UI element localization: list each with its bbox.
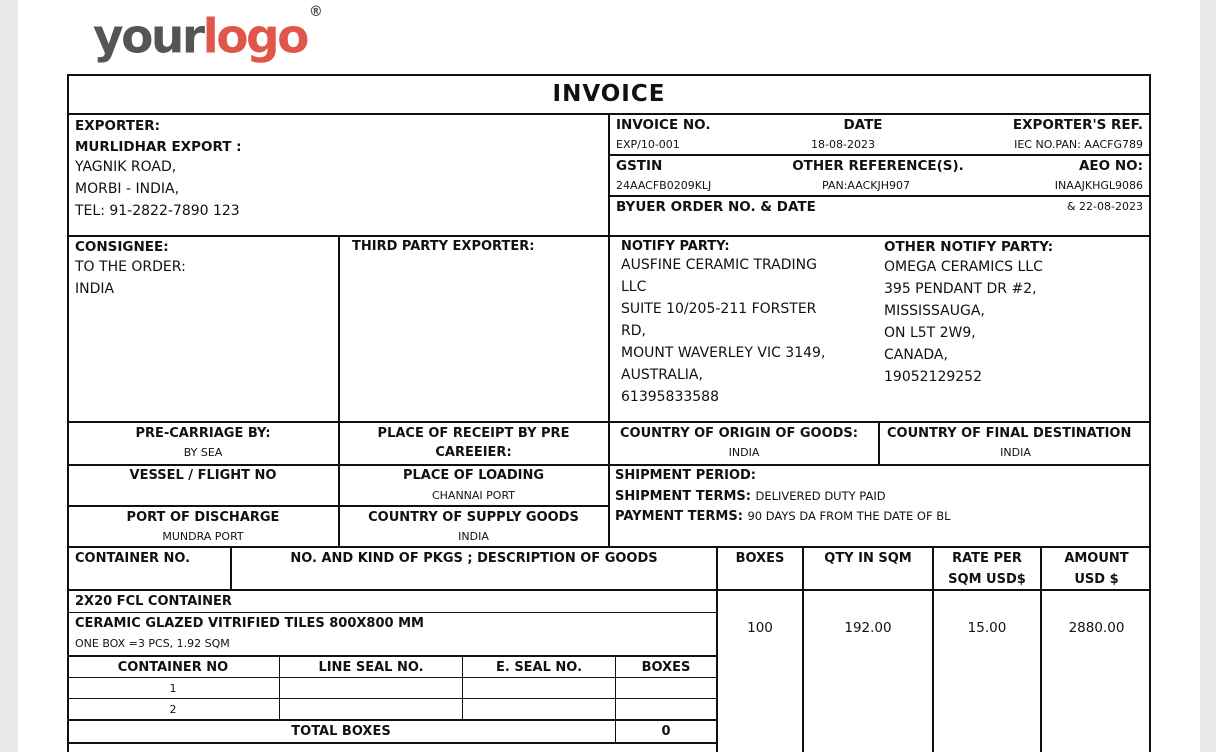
buyer-order-label: BYUER ORDER NO. & DATE <box>616 199 816 215</box>
payment-terms <box>615 510 951 523</box>
consignee-line-1: TO THE ORDER: <box>75 259 186 275</box>
notify-party-line: LLC <box>621 279 647 295</box>
qty-header: QTY IN SQM <box>824 551 912 566</box>
other-notify-party-line: ON L5T 2W9, <box>884 325 976 341</box>
gstin-label: GSTIN <box>616 158 663 174</box>
other-notify-party-line: CANADA, <box>884 347 948 363</box>
country-of-supply-value: INDIA <box>458 530 489 543</box>
country-of-destination-value: INDIA <box>1000 446 1031 459</box>
notify-party-line: 61395833588 <box>621 389 719 405</box>
port-of-discharge-value: MUNDRA PORT <box>162 530 244 543</box>
rate-header-line-1: RATE PER <box>952 551 1022 566</box>
other-notify-party-line: 19052129252 <box>884 369 982 385</box>
rule <box>716 546 718 752</box>
packing-details: ONE BOX =3 PCS, 1.92 SQM <box>75 637 230 650</box>
notify-party-line: RD, <box>621 323 646 339</box>
port-of-discharge-label: PORT OF DISCHARGE <box>126 510 280 525</box>
place-of-loading-label: PLACE OF LOADING <box>402 468 545 483</box>
payment-terms-label: PAYMENT TERMS: <box>615 509 743 524</box>
country-of-supply-label: COUNTRY OF SUPPLY GOODS <box>368 510 579 525</box>
exporter-address-line-2: MORBI - INDIA, <box>75 181 180 197</box>
company-logo <box>93 2 320 68</box>
third-party-exporter-label: THIRD PARTY EXPORTER: <box>352 239 535 254</box>
other-notify-party-line: MISSISSAUGA, <box>884 303 985 319</box>
exporter-label: EXPORTER: <box>75 118 161 134</box>
shipment-terms-label: SHIPMENT TERMS: <box>615 489 751 504</box>
notify-party-line: AUSTRALIA, <box>621 367 703 383</box>
rule <box>608 154 1151 156</box>
buyer-order-value: & 22-08-2023 <box>1066 200 1143 213</box>
goods-boxes-value: 100 <box>747 620 773 636</box>
seal-header-boxes: BOXES <box>641 660 691 675</box>
container-no-header: CONTAINER NO. <box>75 551 191 566</box>
seal-header-container-no: CONTAINER NO <box>117 660 229 675</box>
place-of-loading-value: CHANNAI PORT <box>431 489 516 502</box>
amount-header-line-1: AMOUNT <box>1064 551 1129 566</box>
exporter-address-line-1: YAGNIK ROAD, <box>75 159 177 175</box>
gstin-value: 24AACFB0209KLJ <box>616 179 712 192</box>
rule <box>67 719 717 721</box>
exporter-telephone: TEL: 91-2822-7890 123 <box>75 203 240 219</box>
consignee-label: CONSIGNEE: <box>75 239 169 255</box>
notify-party-label: NOTIFY PARTY: <box>621 239 730 254</box>
exporter-name: MURLIDHAR EXPORT : <box>75 139 242 155</box>
invoice-title: INVOICE <box>552 81 666 107</box>
total-boxes-value: 0 <box>661 724 671 739</box>
rule <box>67 677 717 678</box>
goods-amount-value: 2880.00 <box>1068 620 1125 636</box>
logo-text-your: your <box>93 9 203 65</box>
aeo-value: INAAJKHGL9086 <box>1054 179 1143 192</box>
invoice-no-value: EXP/10-001 <box>616 138 680 151</box>
pre-carriage-label: PRE-CARRIAGE BY: <box>135 426 271 441</box>
rule <box>67 612 717 613</box>
country-of-origin-value: INDIA <box>728 446 760 459</box>
shipment-period-label: SHIPMENT PERIOD: <box>615 468 756 483</box>
other-notify-party-line: OMEGA CERAMICS LLC <box>884 259 1043 275</box>
other-notify-party-line: 395 PENDANT DR #2, <box>884 281 1037 297</box>
rule <box>67 698 717 699</box>
payment-terms-value: 90 DAYS DA FROM THE DATE OF BL <box>747 509 951 523</box>
amount-header-line-2: USD $ <box>1074 572 1119 587</box>
consignee-line-2: INDIA <box>75 281 115 297</box>
total-boxes-label: TOTAL BOXES <box>291 724 391 739</box>
seal-row-container-no: 2 <box>169 703 177 716</box>
invoice-page <box>18 0 1200 752</box>
registered-mark: ® <box>308 4 321 20</box>
date-value: 18-08-2023 <box>811 138 875 151</box>
goods-qty-value: 192.00 <box>844 620 892 636</box>
exporters-ref-label: EXPORTER'S REF. <box>1012 117 1143 133</box>
container-line: 2X20 FCL CONTAINER <box>75 594 232 609</box>
country-of-destination-label: COUNTRY OF FINAL DESTINATION <box>887 426 1132 441</box>
invoice-no-label: INVOICE NO. <box>616 117 711 133</box>
rule <box>67 655 717 657</box>
seal-row-container-no: 1 <box>169 682 177 695</box>
rule <box>67 742 717 744</box>
goods-rate-value: 15.00 <box>967 620 1007 636</box>
rate-header-line-2: SQM USD$ <box>948 572 1026 587</box>
notify-party-line: SUITE 10/205-211 FORSTER <box>621 301 817 317</box>
seal-header-line-seal: LINE SEAL NO. <box>318 660 424 675</box>
date-label: DATE <box>843 117 883 133</box>
rule <box>878 421 880 465</box>
country-of-origin-label: COUNTRY OF ORIGIN OF GOODS: <box>620 426 858 441</box>
rule <box>608 195 1151 197</box>
place-of-receipt-label-1: PLACE OF RECEIPT BY PRE <box>377 426 570 441</box>
aeo-label: AEO NO: <box>1078 158 1143 174</box>
other-reference-value: PAN:AACKJH907 <box>822 179 910 192</box>
description-header: NO. AND KIND OF PKGS ; DESCRIPTION OF GOODS <box>290 551 658 566</box>
notify-party-line: MOUNT WAVERLEY VIC 3149, <box>621 345 826 361</box>
vessel-flight-label: VESSEL / FLIGHT NO <box>129 468 277 483</box>
pre-carriage-value: BY SEA <box>183 446 223 459</box>
other-notify-party-label: OTHER NOTIFY PARTY: <box>884 239 1054 255</box>
place-of-receipt-label-2: CAREEIER: <box>435 445 512 460</box>
logo-text-logo: logo <box>202 9 307 65</box>
boxes-header: BOXES <box>735 551 785 566</box>
product-description: CERAMIC GLAZED VITRIFIED TILES 800X800 MM <box>75 616 424 631</box>
shipment-terms <box>615 490 886 503</box>
other-reference-label: OTHER REFERENCE(S). <box>792 158 964 174</box>
seal-header-e-seal: E. SEAL NO. <box>495 660 583 675</box>
shipment-terms-value: DELIVERED DUTY PAID <box>755 489 886 503</box>
notify-party-line: AUSFINE CERAMIC TRADING <box>621 257 817 273</box>
exporters-ref-value: IEC NO.PAN: AACFG789 <box>1014 138 1143 151</box>
rule <box>608 113 610 547</box>
rule <box>802 546 804 752</box>
